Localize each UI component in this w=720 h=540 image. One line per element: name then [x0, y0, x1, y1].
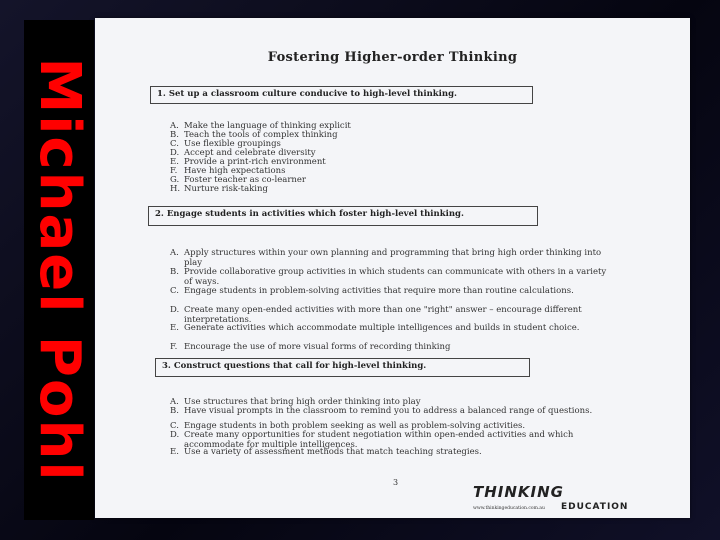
logo-thinking-text: THINKING [473, 483, 564, 501]
list-item: D. Accept and celebrate diversity [170, 148, 316, 158]
logo-url: www.thinkingeducation.com.au [473, 506, 545, 511]
list-item: B. Provide collaborative group activities in which students can communicate with others in a variety of ways. [170, 267, 607, 287]
vertical-title: Michael Pohl [27, 57, 92, 483]
document-title: Fostering Higher-order Thinking [267, 50, 518, 65]
list-item: C. Engage students in problem-solving activities that require more than routine calculations. [170, 286, 574, 296]
vertical-title-bar [24, 20, 94, 520]
list-item: E. Use a variety of assessment methods that match teaching strategies. [170, 447, 482, 457]
logo-education-text: EDUCATION [561, 502, 629, 512]
page-number: 3 [393, 478, 399, 487]
thinking-education-logo [473, 483, 653, 513]
list-item: D. Create many opportunities for student negotiation within open-ended activities and which accommodate for multiple intelligences. [170, 430, 574, 450]
list-item: H. Nurture risk-taking [170, 184, 268, 194]
list-item: A. Use structures that bring high order thinking into play [170, 397, 421, 407]
list-item: A. Apply structures within your own planning and programming that bring high order thinking into play [170, 248, 602, 268]
list-item: E. Provide a print-rich environment [170, 157, 326, 167]
section-1-heading: 1. Set up a classroom culture conducive to high-level thinking. [150, 86, 533, 104]
section-3-heading: 3. Construct questions that call for high-level thinking. [155, 358, 530, 377]
document-page [95, 18, 690, 518]
list-item: F. Have high expectations [170, 166, 286, 176]
list-item: B. Have visual prompts in the classroom to remind you to address a balanced range of questions. [170, 406, 593, 416]
section-2-heading: 2. Engage students in activities which foster high-level thinking. [148, 206, 538, 226]
list-item: D. Create many open-ended activities with more than one "right" answer – encourage different interpretations. [170, 305, 582, 325]
list-item: F. Encourage the use of more visual forms of recording thinking [170, 342, 451, 352]
list-item: C. Engage students in both problem seeking as well as problem-solving activities. [170, 421, 526, 431]
list-item: E. Generate activities which accommodate multiple intelligences and builds in student choice. [170, 323, 580, 333]
list-item: C. Use flexible groupings [170, 139, 281, 149]
list-item: B. Teach the tools of complex thinking [170, 130, 338, 140]
list-item: A. Make the language of thinking explicit [170, 121, 351, 131]
list-item: G. Foster teacher as co-learner [170, 175, 306, 185]
